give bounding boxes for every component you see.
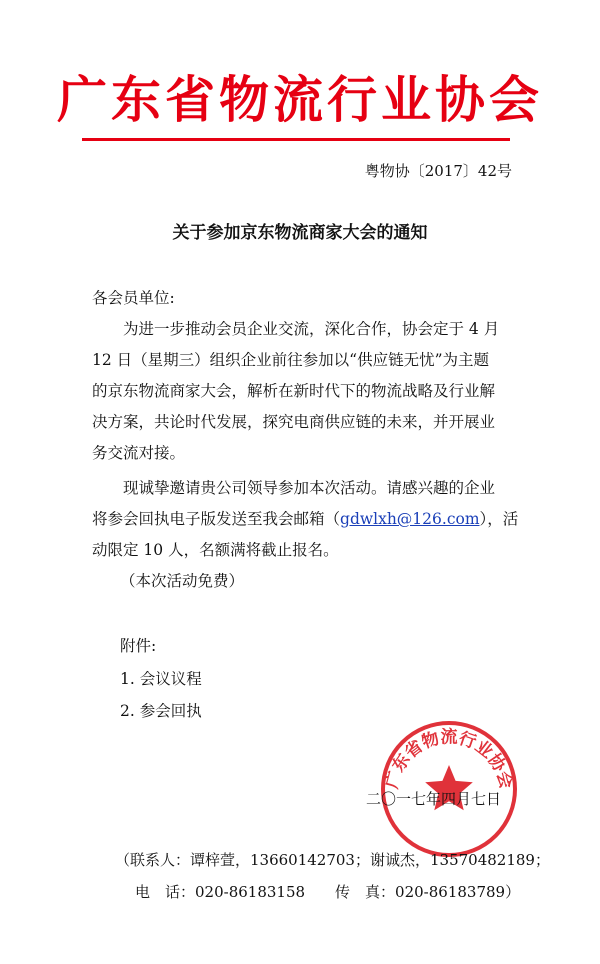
paragraph-2-text: ），活 <box>479 510 519 528</box>
seal-text: 广东省物流行业协会 <box>382 727 516 791</box>
paragraph-1-line: 为进一步推动会员企业交流，深化合作，协会定于 4 月 <box>123 320 500 338</box>
free-note: （本次活动免费） <box>120 572 245 590</box>
paragraph-1-line: 决方案，共论时代发展，探究电商供应链的未来，并开展业 <box>92 413 496 431</box>
paragraph-1-line: 的京东物流商家大会，解析在新时代下的物流战略及行业解 <box>92 382 496 400</box>
attachments-label: 附件: <box>120 637 157 655</box>
footer-contacts: （联系人：谭梓萱，13660142703；谢诚杰，13570482189； <box>115 851 550 869</box>
document-title: 关于参加京东物流商家大会的通知 <box>172 223 428 243</box>
attachment-item: 2. 参会回执 <box>120 702 202 720</box>
document-number: 粤物协〔2017〕42号 <box>364 162 512 180</box>
paragraph-1-line: 12 日（星期三）组织企业前往参加以“供应链无忧”为主题 <box>92 351 490 369</box>
footer-phone-fax: 电 话：020-86183158 传 真：020-86183789） <box>135 883 521 901</box>
paragraph-2-line: 动限定 10 人，名额满将截止报名。 <box>92 541 339 559</box>
paragraph-1-line: 务交流对接。 <box>92 444 186 462</box>
email-link[interactable]: gdwlxh@126.com <box>340 510 480 528</box>
attachment-item: 1. 会议议程 <box>120 670 202 688</box>
header-org-name: 广东省物流行业协会 <box>57 70 543 129</box>
paragraph-2-text: 将参会回执电子版发送至我会邮箱（ <box>92 510 341 528</box>
paragraph-2-line: 现诚挚邀请贵公司领导参加本次活动。请感兴趣的企业 <box>123 479 496 497</box>
salutation: 各会员单位: <box>92 289 175 307</box>
issue-date: 二〇一七年四月七日 <box>366 790 502 808</box>
header-divider <box>82 138 510 141</box>
paragraph-2-line <box>92 507 518 531</box>
